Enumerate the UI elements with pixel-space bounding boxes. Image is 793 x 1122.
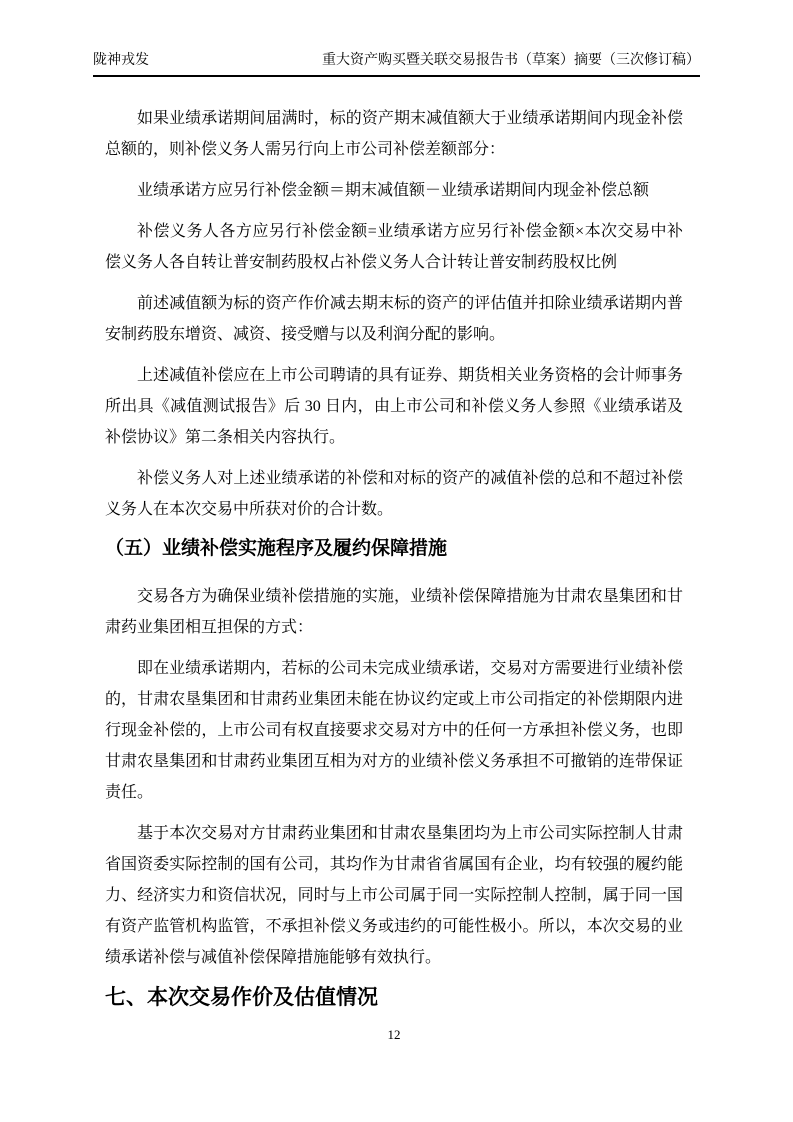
paragraph-joint-liability: 即在业绩承诺期内，若标的公司未完成业绩承诺，交易对方需要进行业绩补偿的，甘肃农垦集团和甘肃药业集团未能在协议约定或上市公司指定的补偿期限内进行现金补偿的，上市公司有权直接要求交易对方中的任何一方承担补偿义务，也即甘肃农垦集团和甘肃药业集团互相为对方的业绩补偿义务承担不可撤销的连带保证责任。 <box>105 660 683 801</box>
heading-section-5-performance-guarantee: （五）业绩补偿实施程序及履约保障措施 <box>105 538 448 559</box>
heading-section-7-pricing-valuation: 七、本次交易作价及估值情况 <box>105 986 378 1009</box>
paragraph-formula-obligor-share: 补偿义务人各方应另行补偿金额=业绩承诺方应另行补偿金额×本次交易中补偿义务人各自转让普安制药股权占补偿义务人合计转让普安制药股权比例 <box>105 223 683 271</box>
page-footer <box>105 1027 683 1043</box>
paragraph-impairment-test-report: 上述减值补偿应在上市公司聘请的具有证券、期货相关业务资格的会计师事务所出具《减值测试报告》后 30 日内，由上市公司和补偿义务人参照《业绩承诺及补偿协议》第二条相关内容执行。 <box>105 367 683 446</box>
header-company-name: 陇神戎发 <box>93 53 149 68</box>
paragraph-impairment-difference-intro: 如果业绩承诺期间届满时，标的资产期末减值额大于业绩承诺期间内现金补偿总额的，则补偿义务人需另行向上市公司补偿差额部分： <box>105 110 683 158</box>
document-body <box>105 103 683 1043</box>
page-header <box>93 0 700 77</box>
paragraph-state-owned-credibility: 基于本次交易对方甘肃药业集团和甘肃农垦集团均为上市公司实际控制人甘肃省国资委实际控制的国有公司，其均作为甘肃省省属国有企业，均有较强的履约能力、经济实力和资信状况，同时与上市公司属于同一实际控制人控制，属于同一国有资产监管机构监管，不承担补偿义务或违约的可能性极小。所以，本次交易的业绩承诺补偿与减值补偿保障措施能够有效执行。 <box>105 825 683 966</box>
paragraph-impairment-definition: 前述减值额为标的资产作价减去期末标的资产的评估值并扣除业绩承诺期内普安制药股东增资、减资、接受赠与以及利润分配的影响。 <box>105 295 683 343</box>
page-number: 12 <box>387 1027 401 1042</box>
header-report-title: 重大资产购买暨关联交易报告书（草案）摘要（三次修订稿） <box>322 53 700 68</box>
paragraph-formula-additional-compensation: 业绩承诺方应另行补偿金额＝期末减值额－业绩承诺期间内现金补偿总额 <box>137 182 650 199</box>
paragraph-compensation-cap: 补偿义务人对上述业绩承诺的补偿和对标的资产的减值补偿的总和不超过补偿义务人在本次交易中所获对价的合计数。 <box>105 470 683 518</box>
paragraph-mutual-guarantee-intro: 交易各方为确保业绩补偿措施的实施，业绩补偿保障措施为甘肃农垦集团和甘肃药业集团相互担保的方式： <box>105 588 683 636</box>
